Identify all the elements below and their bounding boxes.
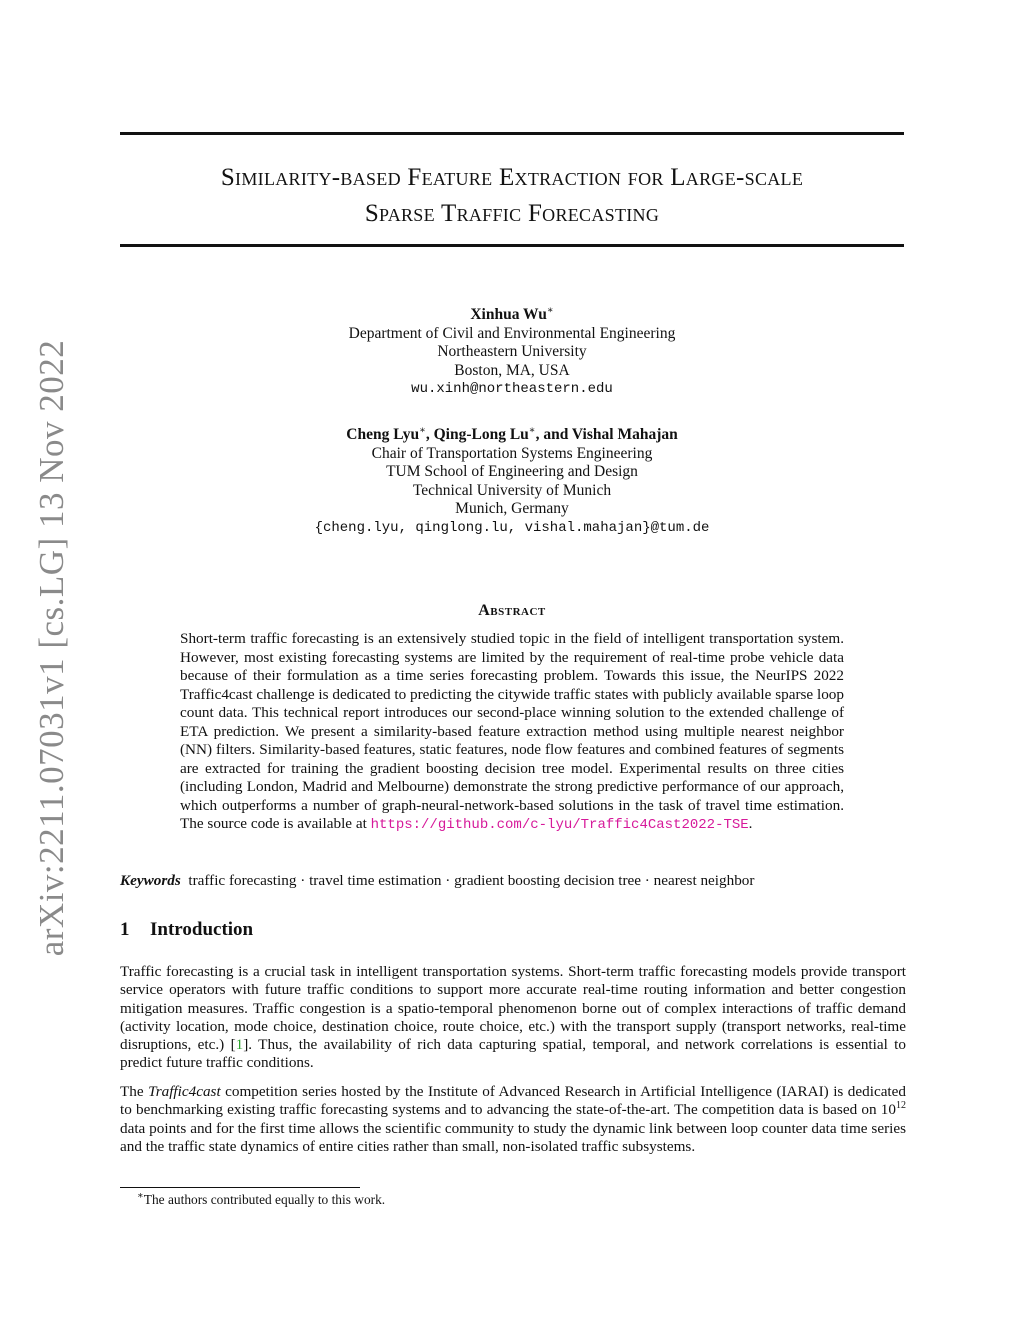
abstract-heading: Abstract <box>478 602 546 619</box>
author-school: TUM School of Engineering and Design <box>386 463 638 480</box>
author-name: Xinhua Wu <box>470 306 547 323</box>
citation-link[interactable]: 1 <box>235 1036 244 1054</box>
footnote <box>137 1192 385 1208</box>
author-location: Munich, Germany <box>455 500 569 517</box>
keywords-text: traffic forecasting · travel time estimation · gradient boosting decision tree · nearest neighbor <box>188 872 755 889</box>
equal-contribution-mark: ∗ <box>528 424 536 436</box>
arxiv-identifier: arXiv:2211.07031v1 [cs.LG] 13 Nov 2022 <box>32 339 71 957</box>
keywords <box>120 872 754 890</box>
footnote-mark: ∗ <box>137 1190 144 1202</box>
section-title: Introduction <box>150 919 254 940</box>
author-department: Department of Civil and Environmental Engineering <box>348 324 676 342</box>
title-line-2: Sparse Traffic Forecasting <box>364 200 660 227</box>
abstract-body: Short-term traffic forecasting is an extensively studied topic in the field of intelligent transportation system. However, most existing forecasting systems are limited by the requirement of real-time probe vehicle data because of their formulation as a time series forecasting problem. Towards this issue, the NeurIPS 2022 Traffic4cast challenge is dedicated to predicting the citywide traffic states with publicly available sparse loop count data. This technical report introduces our second-place winning solution to the extended challenge of ETA prediction. We present a similarity-based feature extraction method using multiple nearest neighbor (NN) filters. Similarity-based features, static features, node flow features and combined features of segments are extracted for training the gradient boosting decision tree model. Experimental results on three cities (including London, Madrid and Melbourne) demonstrate the strong predictive performance of our approach, which outperforms a number of graph-neural-network-based solutions in the task of travel time estimation. The source code is available at https://github.com/c-lyu/Traffic4Cast2022-TSE. <box>180 630 844 833</box>
author-name: Qing-Long Lu <box>433 426 529 443</box>
author-chair: Chair of Transportation Systems Engineering <box>371 444 653 462</box>
author-name: Cheng Lyu <box>346 426 420 443</box>
author-emails: {cheng.lyu, qinglong.lu, vishal.mahajan}@tum.de <box>314 519 710 536</box>
footnote-rule <box>120 1187 360 1188</box>
author-block-1 <box>0 306 1024 399</box>
footnote-text: The authors contributed equally to this work. <box>143 1192 386 1207</box>
keywords-label: Keywords <box>120 872 181 889</box>
intro-paragraph-2: The Traffic4cast competition series hosted by the Institute of Advanced Research in Artificial Intelligence (IARAI) is dedicated to benchmarking existing traffic forecasting systems and to advancing the state-of-the-art. The competition data is based on $10^{12}$ data points and for the first time allows the scientific community to study the dynamic link between loop counter data time series and the traffic state dynamics of entire cities rather than small, non-isolated traffic subsystems. <box>120 1083 906 1155</box>
author-email: wu.xinh@northeastern.edu <box>411 381 613 397</box>
equal-contribution-mark: ∗ <box>419 424 426 436</box>
author-name: and Vishal Mahajan <box>543 426 678 443</box>
author-university: Technical University of Munich <box>412 481 612 499</box>
section-number: 1 <box>120 919 130 940</box>
title-line-1: Similarity-based Feature Extraction for Large-scale <box>220 164 804 191</box>
intro-paragraph-1: Traffic forecasting is a crucial task in intelligent transportation systems. Short-term traffic forecasting models provide transport service operators with future traffic conditions to support more accurate real-time routing information and better congestion mitigation measures. Traffic congestion is a spatio-temporal phenomenon borne out of complex interactions of traffic demand (activity location, mode choice, destination choice, route choice, etc.) with the transport supply (transport networks, real-time disruptions, etc.) [1]. Thus, the availability of rich data capturing spatial, temporal, and network correlations is essential to predict future traffic conditions. <box>120 963 906 1072</box>
author-university: Northeastern University <box>437 343 587 360</box>
paper-title <box>120 160 904 232</box>
section-heading <box>120 919 253 941</box>
author-location: Boston, MA, USA <box>454 361 570 379</box>
title-bottom-rule <box>120 244 904 247</box>
abstract-text: Short-term traffic forecasting is an extensively studied topic in the field of intelligent transportation system. However, most existing forecasting systems are limited by the requirement of real-time probe vehicle data because of their formulation as a time series forecasting problem. Towards this issue, the NeurIPS 2022 Traffic4cast challenge is dedicated to predicting the citywide traffic states with publicly available sparse loop count data. This technical report introduces our second-place winning solution to the extended challenge of ETA prediction. We present a similarity-based feature extraction method using multiple nearest neighbor (NN) filters. Similarity-based features, static features, node flow features and combined features of segments are extracted for training the gradient boosting decision tree model. Experimental results on three cities (including London, Madrid and Melbourne) demonstrate the strong predictive performance of our approach, which outperforms a number of graph-neural-network-based solutions in the task of travel time estimation. The source code is available at <box>180 630 844 832</box>
equal-contribution-mark: ∗ <box>546 304 554 316</box>
title-top-rule <box>120 132 904 135</box>
author-block-2: Cheng Lyu∗, Qing-Long Lu∗, and Vishal Mahajan Chair of Transportation Systems Engineering TUM School of Engineering and Design Technical University of Munich Munich, Germany {cheng.lyu, qinglong.lu, vishal.mahajan}@tum.de <box>0 426 1024 537</box>
source-code-link[interactable]: https://github.com/c-lyu/Traffic4Cast2022-TSE <box>370 817 749 833</box>
